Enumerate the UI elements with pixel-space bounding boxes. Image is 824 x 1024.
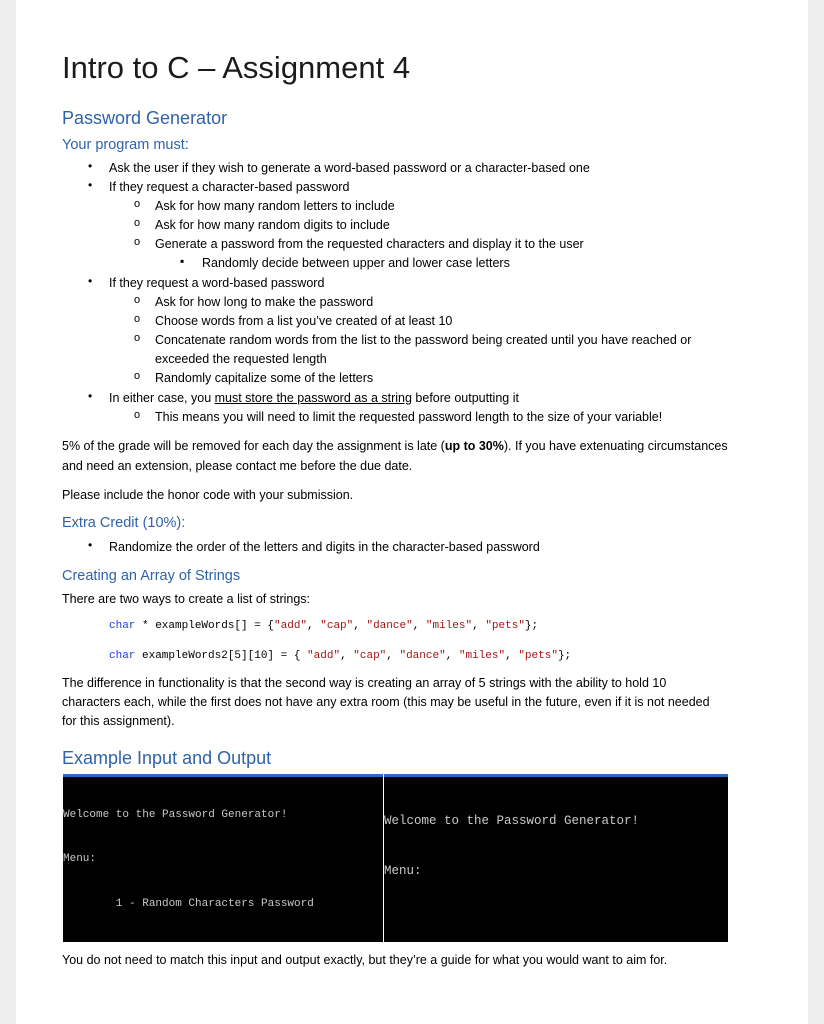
code-string: "miles" [425,620,473,632]
code-text: exampleWords2[5][10] = { [135,650,308,662]
honor-code-note: Please include the honor code with your submission. [62,488,354,502]
code-text: }; [557,650,572,662]
code-text: * exampleWords[] = { [135,620,275,632]
list-item: Ask for how many random letters to include [155,199,395,213]
late-policy-line [62,437,728,456]
code-sep: , [307,620,321,632]
list-item: If they request a character-based password [109,180,350,194]
example-footer-note: You do not need to match this input and output exactly, but they’re a guide for what you would want to aim for. [62,953,668,967]
square-bullet-icon [180,254,184,268]
sub-bullet-icon [134,313,140,325]
code-string: "cap" [320,620,354,632]
list-item: Randomly decide between upper and lower case letters [202,256,510,270]
code-sep: , [386,650,400,662]
sub-bullet-icon [134,294,140,306]
code-string: "dance" [366,620,413,632]
example-heading: Example Input and Output [62,748,272,768]
list-item: Ask for how many random digits to include [155,218,390,232]
list-item: Concatenate random words from the list to the password being created until you have reached or [155,333,692,347]
code-sep: , [340,650,354,662]
list-item-continuation: exceeded the requested length [155,352,327,366]
code-string: "miles" [458,650,506,662]
emphasis-underline: must store the password as a string [214,391,412,405]
bullet-icon [88,274,92,288]
list-item-text: In either case, you [109,391,215,405]
sub-bullet-icon [134,332,140,344]
console-line: Welcome to the Password Generator! [384,813,640,828]
code-text: }; [524,620,539,632]
code-keyword: char [109,620,136,632]
list-item: Ask the user if they wish to generate a word-based password or a character-based one [109,161,590,175]
code-string: "pets" [485,620,525,632]
console-line: Welcome to the Password Generator! [63,809,288,822]
code-string: "add" [307,650,341,662]
console-screenshot-right [384,774,728,942]
console-line [63,941,383,942]
sub-bullet-icon [134,198,140,210]
late-policy-text: ). If you have extenuating circumstances [503,439,728,453]
sub-bullet-icon [134,370,140,382]
list-item-text: before outputting it [411,391,519,405]
console-line: 1 - Random Characters Password [63,897,314,910]
explanation-line: characters each, while the first does not have any extra room (this may be useful in the future, even if it is not needed [62,695,710,709]
code-string: "dance" [399,650,446,662]
code-sep: , [445,650,459,662]
bullet-icon [88,178,92,192]
array-section-heading: Creating an Array of Strings [62,568,241,584]
sub-bullet-icon [134,236,140,248]
bullet-icon [88,538,92,552]
code-sep: , [353,620,367,632]
list-item: Randomize the order of the letters and digits in the character-based password [109,540,540,554]
code-keyword: char [109,650,136,662]
explanation-line: for this assignment). [62,714,175,728]
late-policy-line: and need an extension, please contact me before the due date. [62,459,413,473]
code-sep: , [472,620,486,632]
late-policy-text: 5% of the grade will be removed for each day the assignment is late ( [62,439,445,453]
code-example-1 [109,620,538,632]
code-example-2 [109,650,571,662]
bullet-icon [88,159,92,173]
code-string: "cap" [353,650,387,662]
list-item: Randomly capitalize some of the letters [155,371,374,385]
code-string: "pets" [518,650,558,662]
code-sep: , [412,620,426,632]
extra-credit-heading: Extra Credit (10%): [62,515,186,531]
list-item [109,389,519,408]
subheading-program-must: Your program must: [62,137,189,153]
document-title: Intro to C – Assignment 4 [62,50,411,85]
section-heading-password-generator: Password Generator [62,108,228,128]
console-line: Menu: [384,864,422,879]
bullet-icon [88,389,92,403]
code-string: "add" [274,620,308,632]
list-item: If they request a word-based password [109,276,325,290]
list-item: Generate a password from the requested characters and display it to the user [155,237,584,251]
document-page [16,0,808,1024]
list-item: Ask for how long to make the password [155,295,374,309]
list-item: Choose words from a list you’ve created of at least 10 [155,314,453,328]
list-item: This means you will need to limit the requested password length to the size of your variable! [155,410,663,424]
sub-bullet-icon [134,409,140,421]
array-section-intro: There are two ways to create a list of strings: [62,592,311,606]
late-policy-bold: up to 30% [444,439,504,453]
console-line [384,914,728,922]
console-screenshot-left [63,774,383,942]
console-line: Menu: [63,853,97,866]
sub-bullet-icon [134,217,140,229]
explanation-line: The difference in functionality is that the second way is creating an array of 5 strings with the ability to hold 10 [62,676,667,690]
code-sep: , [505,650,519,662]
